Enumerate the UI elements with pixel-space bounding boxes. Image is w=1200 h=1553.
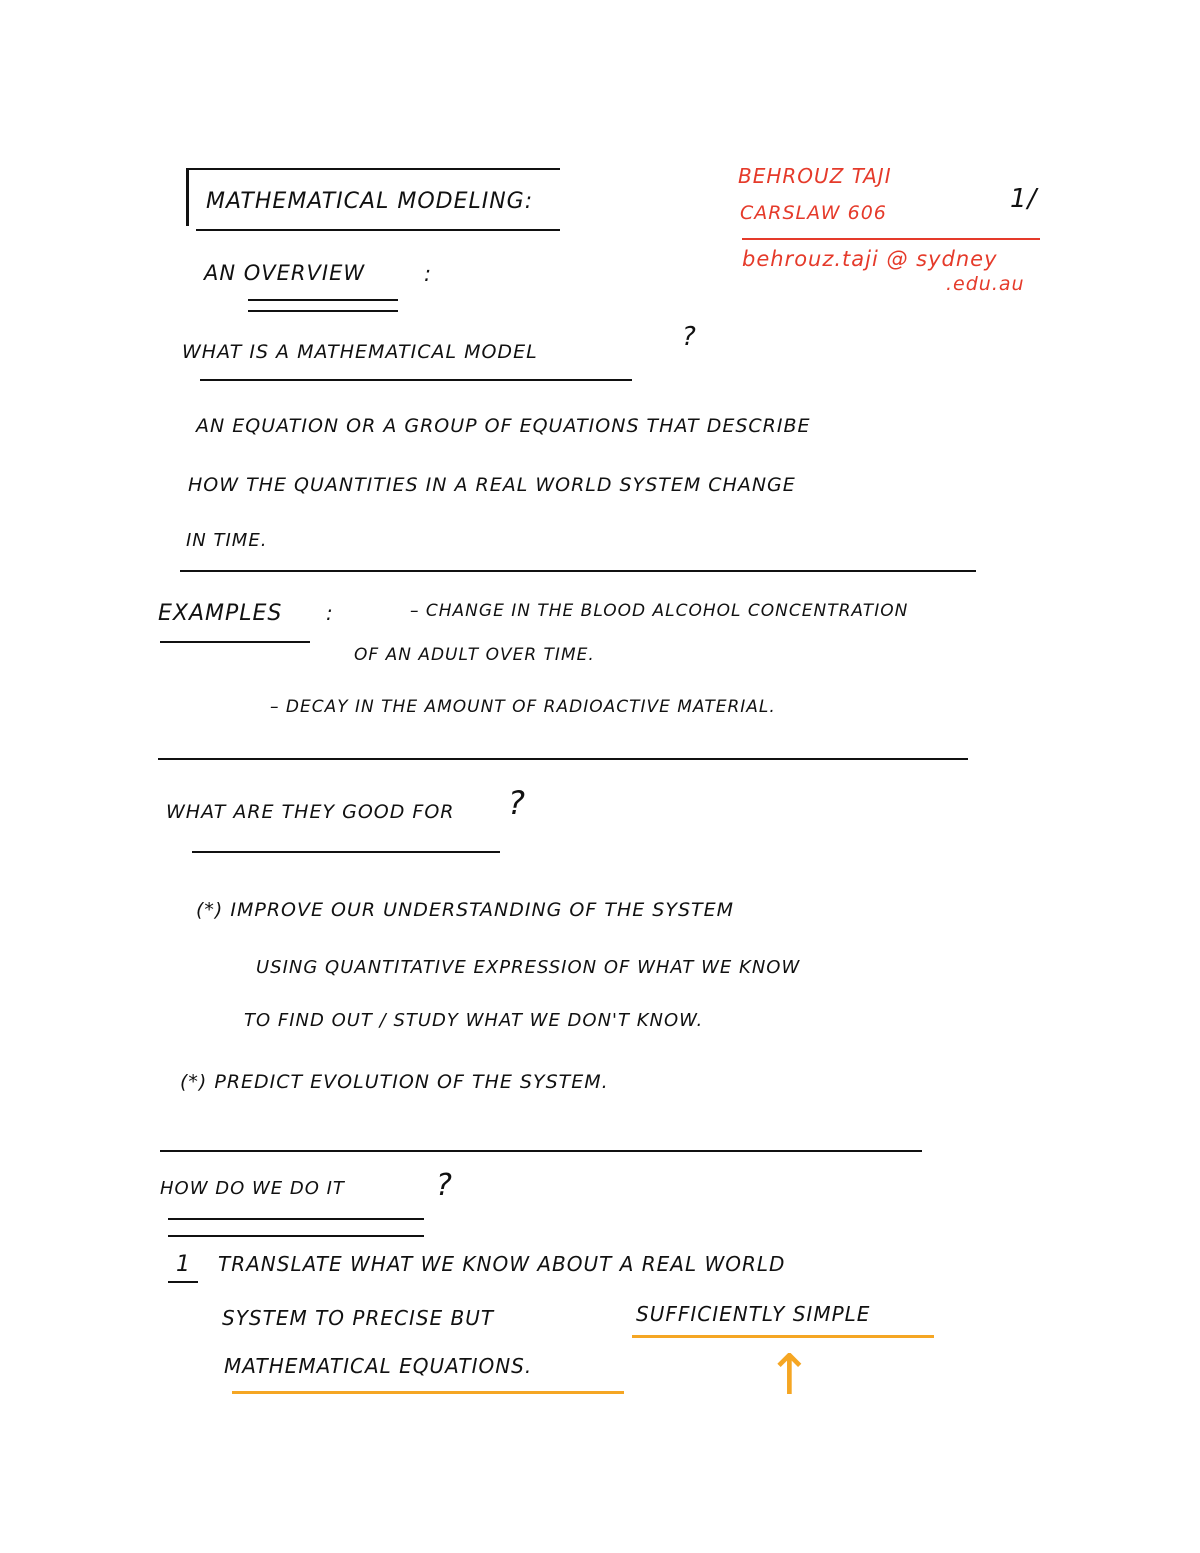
title-box-left-border [186,170,189,226]
examples-label: EXAMPLES [158,601,283,626]
good-for-point-1-line-2: USING QUANTITATIVE EXPRESSION OF WHAT WE KNOW [256,957,801,978]
how-underline-1 [168,1218,424,1220]
how-step-1-line-3: MATHEMATICAL EQUATIONS. [224,1354,533,1378]
how-question-mark: ? [436,1168,453,1203]
page-title: MATHEMATICAL MODELING: [206,189,534,214]
section-divider-3 [160,1150,922,1152]
how-step-1-number: 1 [176,1252,191,1277]
title-box-top-border [186,168,560,170]
how-step-1-line-2: SYSTEM TO PRECISE BUT [222,1306,495,1330]
contact-office: CARSLAW 606 [740,202,887,224]
good-for-point-1-line-3: TO FIND OUT / STUDY WHAT WE DON'T KNOW. [244,1010,704,1031]
model-answer-line-1: AN EQUATION OR A GROUP OF EQUATIONS THAT DESCRIBE [196,415,811,437]
page-subtitle-colon: : [424,262,433,286]
section-divider-2 [158,758,968,760]
good-for-question-mark: ? [508,784,526,822]
how-step-1-line-1: TRANSLATE WHAT WE KNOW ABOUT A REAL WORLD [218,1252,786,1276]
up-arrow-icon: ↑ [766,1343,814,1408]
good-for-point-1-line-1: (*) IMPROVE OUR UNDERSTANDING OF THE SYSTEM [196,899,735,921]
subtitle-underline-2 [248,310,398,312]
title-box-bottom-border [196,229,560,231]
model-question-underline [200,379,632,381]
how-underline-2 [168,1235,424,1237]
model-answer-line-3: IN TIME. [186,530,268,551]
how-step-1-number-underline [168,1281,198,1283]
contact-email: behrouz.taji @ sydney [742,247,998,271]
example-item-1-line-1: – CHANGE IN THE BLOOD ALCOHOL CONCENTRATION [410,601,909,621]
subtitle-underline-1 [248,299,398,301]
model-answer-line-2: HOW THE QUANTITIES IN A REAL WORLD SYSTEM CHANGE [188,474,796,496]
page-subtitle: AN OVERVIEW [204,261,366,285]
example-item-2: – DECAY IN THE AMOUNT OF RADIOACTIVE MATERIAL. [270,697,776,717]
examples-colon: : [326,601,334,625]
page-number: 1/ [1010,184,1038,214]
examples-label-underline [160,641,310,643]
good-for-underline [192,851,500,853]
example-item-1-line-2: OF AN ADULT OVER TIME. [354,645,595,665]
how-step-1-line-2-emphasis: SUFFICIENTLY SIMPLE [636,1302,871,1326]
section-divider-1 [180,570,976,572]
good-for-point-2: (*) PREDICT EVOLUTION OF THE SYSTEM. [180,1071,609,1093]
contact-email-domain: .edu.au [946,273,1025,295]
contact-name: BEHROUZ TAJI [738,164,892,188]
model-question-mark: ? [682,322,697,352]
model-question: WHAT IS A MATHEMATICAL MODEL [182,341,538,363]
how-question: HOW DO WE DO IT [160,1178,345,1199]
good-for-question: WHAT ARE THEY GOOD FOR [166,801,455,823]
contact-divider [742,238,1040,240]
equations-highlight [232,1391,624,1394]
sufficiently-simple-highlight [632,1335,934,1338]
